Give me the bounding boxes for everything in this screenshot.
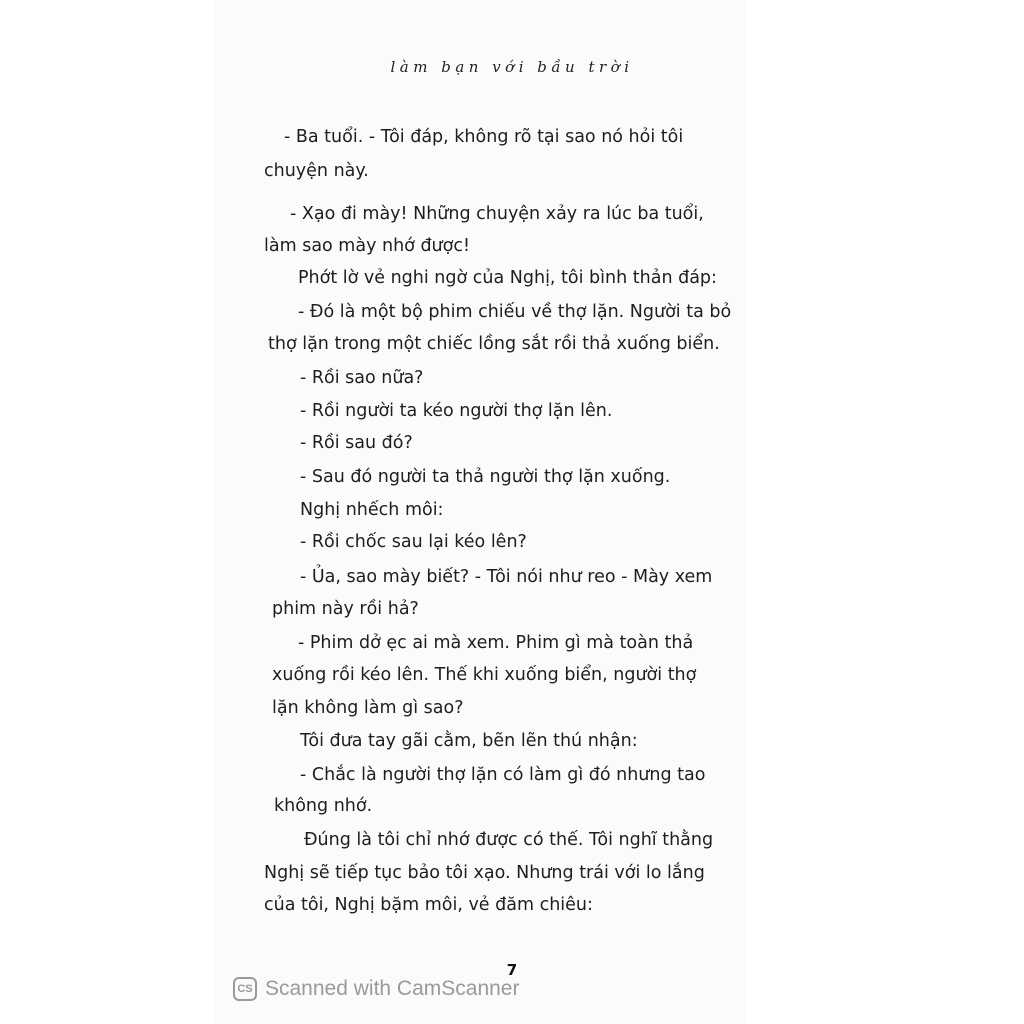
camscanner-icon: CS (233, 977, 257, 1001)
text-line: Đúng là tôi chỉ nhớ được có thế. Tôi nghĩ thằng (304, 830, 714, 850)
text-line: Nghị sẽ tiếp tục bảo tôi xạo. Nhưng trái với lo lắng (264, 863, 705, 883)
text-line: Phớt lờ vẻ nghi ngờ của Nghị, tôi bình thản đáp: (298, 268, 717, 288)
page-number: 7 (506, 961, 518, 979)
text-line: lặn không làm gì sao? (272, 698, 464, 718)
text-line: - Ủa, sao mày biết? - Tôi nói như reo - Mày xem (300, 567, 713, 587)
text-line: - Xạo đi mày! Những chuyện xảy ra lúc ba tuổi, (290, 204, 704, 224)
text-line: - Đó là một bộ phim chiếu về thợ lặn. Người ta bỏ (298, 302, 732, 322)
text-line: không nhớ. (274, 796, 373, 816)
text-line: phim này rồi hả? (272, 599, 419, 619)
text-line: Nghị nhếch môi: (300, 500, 444, 520)
text-line: - Rồi chốc sau lại kéo lên? (300, 532, 527, 552)
watermark-text: Scanned with CamScanner (265, 977, 520, 1000)
running-header: làm bạn với bầu trời (390, 58, 634, 76)
text-line: Tôi đưa tay gãi cằm, bẽn lẽn thú nhận: (300, 731, 638, 751)
text-line: - Sau đó người ta thả người thợ lặn xuống. (300, 467, 671, 487)
scanner-watermark (233, 975, 519, 1003)
text-line: xuống rồi kéo lên. Thế khi xuống biển, người thợ (272, 665, 697, 685)
text-line: - Rồi sao nữa? (300, 368, 424, 388)
text-line: - Phim dở ẹc ai mà xem. Phim gì mà toàn thả (298, 633, 694, 653)
text-line: - Rồi người ta kéo người thợ lặn lên. (300, 401, 613, 421)
text-line: làm sao mày nhớ được! (264, 236, 470, 256)
text-line: của tôi, Nghị bặm môi, vẻ đăm chiêu: (264, 895, 593, 915)
text-line: - Rồi sau đó? (300, 433, 413, 453)
text-line: chuyện này. (264, 161, 369, 181)
text-line: thợ lặn trong một chiếc lồng sắt rồi thả xuống biển. (268, 334, 720, 354)
text-line: - Chắc là người thợ lặn có làm gì đó nhưng tao (300, 765, 706, 785)
text-line: - Ba tuổi. - Tôi đáp, không rõ tại sao nó hỏi tôi (284, 127, 684, 147)
